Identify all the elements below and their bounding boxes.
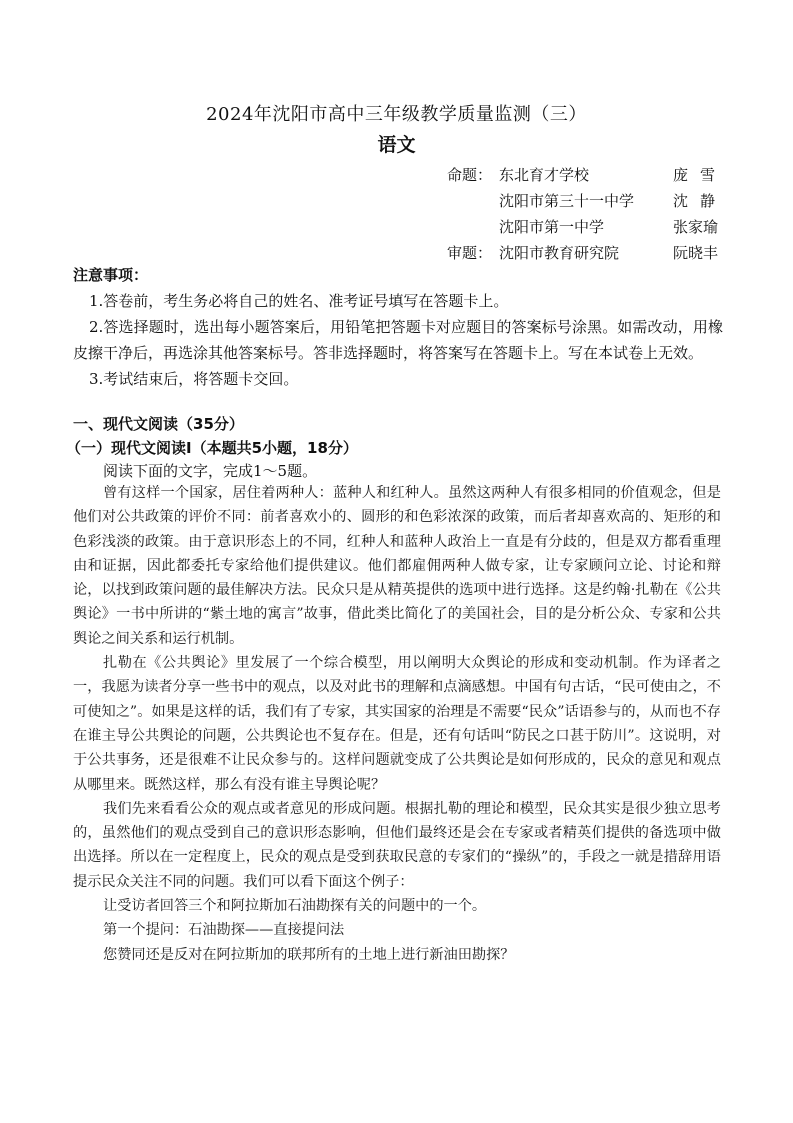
- notice-heading: 注意事项：: [73, 266, 149, 284]
- credit-role: 审题：: [447, 244, 493, 262]
- credit-org: 沈阳市教育研究院: [499, 244, 620, 262]
- exam-title: 2024年沈阳市高中三年级教学质量监测（三）: [206, 104, 587, 125]
- credit-row: [447, 214, 733, 240]
- credits-block: [447, 162, 733, 266]
- subject-title: 语文: [377, 134, 416, 156]
- section-heading-part1-1: （一）现代文阅读Ⅰ（本题共5小题，18分）: [66, 439, 358, 457]
- passage-paragraph: 让受访者回答三个和阿拉斯加石油勘探有关的问题中的一个。: [103, 898, 487, 915]
- notice-item: 2.答选择题时，选出每小题答案后，用铅笔把答题卡对应题目的答案标号涂黑。如需改动，用橡皮擦干净后，再选涂其他答案标号。答非选择题时，将答案写在答题卡上。写在本试卷上无效。: [73, 318, 723, 362]
- passage-paragraph: 您赞同还是反对在阿拉斯加的联邦所有的土地上进行新油田勘探？: [103, 946, 515, 963]
- credit-org: 沈阳市第三十一中学: [499, 192, 635, 210]
- credit-name: 庞雪: [673, 166, 728, 184]
- notice-block: [73, 262, 723, 392]
- credit-org: 东北育才学校: [499, 166, 590, 184]
- notice-item: 3.考试结束后，将答题卡交回。: [89, 370, 299, 388]
- credit-row: [447, 162, 733, 188]
- notice-item: 1.答卷前，考生务必将自己的姓名、准考证号填写在答题卡上。: [89, 292, 509, 310]
- credit-row: [447, 188, 733, 214]
- reading-passage: [73, 481, 721, 967]
- credit-role: [447, 188, 499, 214]
- passage-paragraph: 曾有这样一个国家，居住着两种人：蓝种人和红种人。虽然这两种人有很多相同的价值观念，但是他们对公共政策的评价不同：前者喜欢小的、圆形的和色彩浓深的政策，而后者却喜欢高的、矩形的和色彩浅淡的政策。由于意识形态上的不同，红种人和蓝种人政治上一直是有分歧的，但是双方都看重理由和证据，因此都委托专家给他们提供建议。他们都雇佣两种人做专家，让专家顾问立论、讨论和辩论，以找到政策问题的最佳解决方法。民众只是从精英提供的选项中进行选择。这是约翰·扎勒在《公共舆论》一书中所讲的“紫土地的寓言”故事，借此类比简化了的美国社会，目的是分析公众、专家和公共舆论之间关系和运行机制。: [73, 485, 721, 647]
- credit-name: 张家瑜: [673, 218, 719, 236]
- credit-name: 沈静: [673, 192, 728, 210]
- credit-role: [447, 214, 499, 240]
- passage-paragraph: 我们先来看看公众的观点或者意见的形成问题。根据扎勒的理论和模型，民众其实是很少独立思考的，虽然他们的观点受到自己的意识形态影响，但他们最终还是会在专家或者精英们提供的备选项中做出选择。所以在一定程度上，民众的观点是受到获取民意的专家们的“操纵”的，手段之一就是措辞用语提示民众关注不同的问题。我们可以看下面这个例子：: [73, 800, 721, 890]
- credit-org: 沈阳市第一中学: [499, 218, 605, 236]
- passage-paragraph: 扎勒在《公共舆论》里发展了一个综合模型，用以阐明大众舆论的形成和变动机制。作为译者之一，我愿为读者分享一些书中的观点，以及对此书的理解和点滴感想。中国有句古话，“民可使由之，不可使知之”。如果是这样的话，我们有了专家，其实国家的治理是不需要“民众”话语参与的，从而也不存在谁主导公共舆论的问题，公共舆论也不复存在。但是，还有句话叫“防民之口甚于防川”。这说明，对于公共事务，还是很难不让民众参与的。这样问题就变成了公共舆论是如何形成的，民众的意见和观点从哪里来。既然这样，那么有没有谁主导舆论呢？: [73, 655, 721, 793]
- passage-paragraph: 第一个提问：石油勘探——直接提问法: [103, 922, 345, 939]
- credit-name: 阮晓丰: [673, 244, 719, 262]
- section-heading-part1: 一、现代文阅读（35分）: [73, 415, 244, 433]
- reading-instruction: 阅读下面的文字，完成1～5题。: [103, 462, 318, 480]
- credit-role: 命题：: [447, 166, 493, 184]
